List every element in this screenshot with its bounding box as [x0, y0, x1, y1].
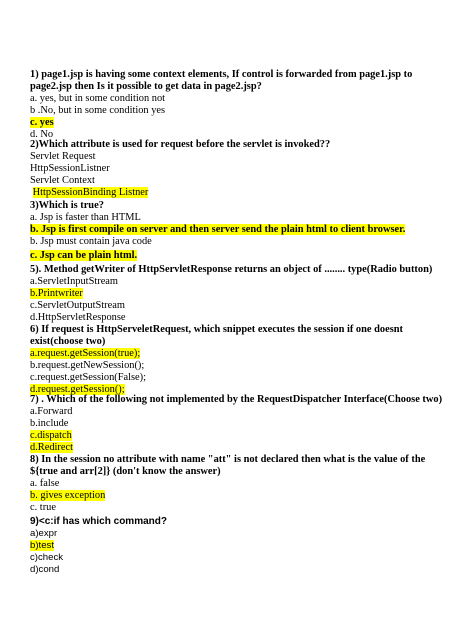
question-5-option-b-answer: b.Printwriter	[30, 288, 83, 299]
question-2	[30, 139, 450, 199]
question-7-option-c-answer: c.dispatch	[30, 430, 72, 441]
question-1-option-b: b .No, but in some condition yes	[30, 105, 166, 116]
question-7-option-b: b.include	[30, 418, 69, 429]
question-2-title: 2)Which attribute is used for request before the servlet is invoked??	[30, 139, 331, 150]
question-7-option-a: a.Forward	[30, 406, 73, 417]
question-1-title: 1) page1.jsp is having some context elements, If control is forwarded from page1.jsp to page2.jsp then Is it possible to get data in page2.jsp?	[30, 69, 413, 92]
question-8-option-c: c. true	[30, 502, 56, 513]
question-3-title: 3)Which is true?	[30, 200, 104, 211]
question-9-option-a: a)expr	[30, 528, 58, 539]
question-7-option-d-answer: d.Redirect	[30, 442, 73, 453]
question-5	[30, 264, 450, 324]
question-7-title: 7) . Which of the following not implemented by the RequestDispatcher Interface(Choose two)	[30, 394, 443, 405]
question-3-option-b2: b. Jsp must contain java code	[30, 236, 152, 247]
question-9	[30, 516, 450, 576]
question-5-option-d: d.HttpServletResponse	[30, 312, 126, 323]
question-9-option-d: d)cond	[30, 564, 60, 575]
question-8	[30, 454, 450, 514]
question-2-option-1: Servlet Request	[30, 151, 96, 162]
question-9-title: 9)<c:if has which command?	[30, 516, 167, 527]
question-6-title: 6) If request is HttpServeletRequest, which snippet executes the session if one doesnt exist(choose two)	[30, 324, 403, 347]
question-3-option-c-answer: c. Jsp can be plain html.	[30, 250, 138, 261]
question-8-title: 8) In the session no attribute with name "att" is not declared then what is the value of the ${true and arr[2]} (don't know the answer)	[30, 454, 426, 477]
question-8-option-b-answer: b. gives exception	[30, 490, 106, 501]
question-8-option-a: a. false	[30, 478, 60, 489]
question-6-option-b: b.request.getNewSession();	[30, 360, 145, 371]
question-6	[30, 324, 450, 396]
question-6-option-d-answer: d.request.getSession();	[30, 384, 125, 395]
question-6-option-a-answer: a.request.getSession(true);	[30, 348, 141, 359]
question-1-option-c-answer: c. yes	[30, 117, 54, 128]
question-5-option-c: c.ServletOutputStream	[30, 300, 125, 311]
question-2-option-4-answer: HttpSessionBinding Listner	[32, 187, 149, 198]
question-1-option-a: a. yes, but in some condition not	[30, 93, 166, 104]
question-9-option-c: c)check	[30, 552, 64, 563]
question-9-option-b-answer: b)test	[30, 540, 54, 551]
question-3	[30, 200, 450, 262]
question-3-option-b-answer: b. Jsp is first compile on server and then server send the plain html to client browser.	[30, 224, 406, 235]
question-2-option-3: Servlet Context	[30, 175, 95, 186]
question-5-option-a: a.ServletInputStream	[30, 276, 119, 287]
question-1-option-d: d. No	[30, 129, 54, 140]
question-5-title: 5). Method getWriter of HttpServletResponse returns an object of ........ type(Radio button)	[30, 264, 433, 275]
question-6-option-c: c.request.getSession(False);	[30, 372, 147, 383]
question-2-option-2: HttpSessionListner	[30, 163, 110, 174]
question-7	[30, 394, 450, 454]
question-3-option-a: a. Jsp is faster than HTML	[30, 212, 141, 223]
question-1	[30, 69, 450, 141]
